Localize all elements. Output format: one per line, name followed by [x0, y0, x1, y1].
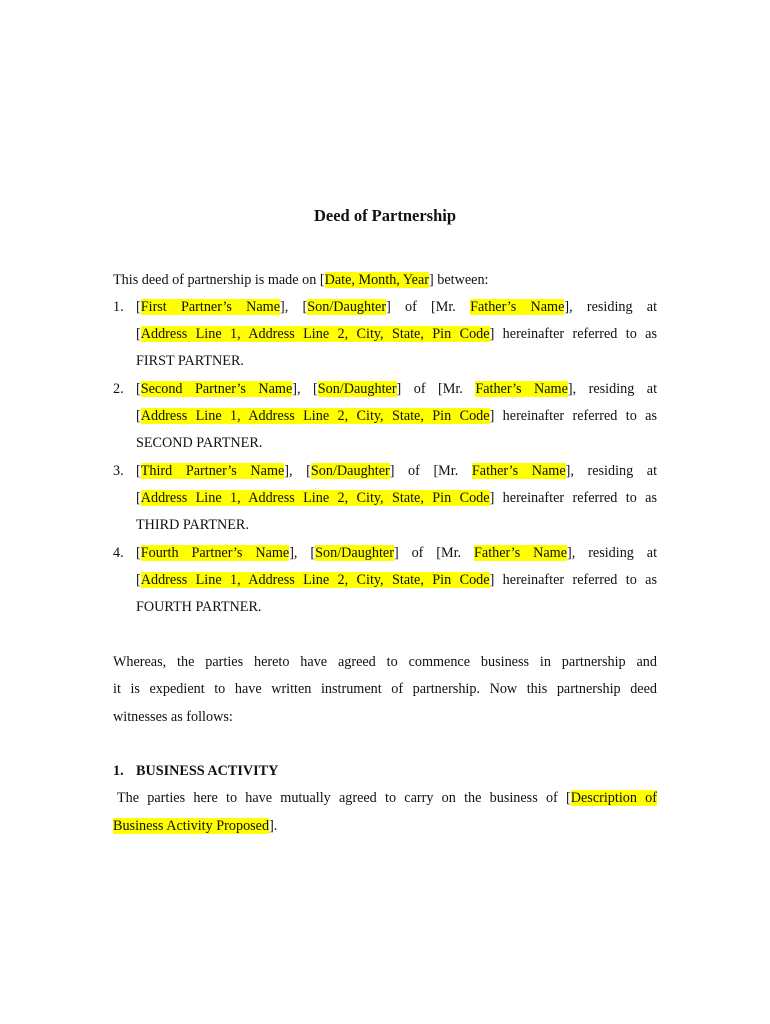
whereas-line-1: Whereas, the parties hereto have agreed to commence business in partnership and — [113, 654, 657, 670]
partner-name-placeholder: Fourth Partner’s Name — [140, 545, 290, 561]
relation-placeholder: Son/Daughter — [310, 463, 390, 479]
date-placeholder: Date, Month, Year — [324, 272, 430, 288]
father-name-placeholder: Father’s Name — [470, 299, 565, 315]
section-number: 1. — [113, 763, 124, 779]
partner-address-line: [Address Line 1, Address Line 2, City, State, Pin Code] hereinafter referred to as — [136, 572, 658, 588]
partner-name-line: [Third Partner’s Name], [Son/Daughter] of [Mr. Father’s Name], residing at — [136, 463, 658, 479]
partner-referred-as: FOURTH PARTNER. — [136, 599, 262, 615]
partner-number: 1. — [113, 299, 124, 315]
relation-placeholder: Son/Daughter — [307, 299, 387, 315]
address-placeholder: Address Line 1, Address Line 2, City, State, Pin Code — [140, 490, 490, 506]
document-title: Deed of Partnership — [313, 206, 457, 225]
address-placeholder: Address Line 1, Address Line 2, City, State, Pin Code — [140, 326, 490, 342]
partner-name-placeholder: Third Partner’s Name — [140, 463, 285, 479]
whereas-line-2: it is expedient to have written instrument of partnership. Now this partnership deed — [113, 681, 657, 697]
section-body-line-2: Business Activity Proposed]. — [113, 818, 278, 834]
business-description-placeholder: Description of — [570, 790, 657, 806]
whereas-line-3: witnesses as follows: — [113, 709, 233, 725]
partner-name-line: [First Partner’s Name], [Son/Daughter] of [Mr. Father’s Name], residing at — [136, 299, 658, 315]
father-name-placeholder: Father’s Name — [474, 545, 568, 561]
partner-referred-as: SECOND PARTNER. — [136, 435, 263, 451]
intro-line — [113, 270, 489, 290]
address-placeholder: Address Line 1, Address Line 2, City, State, Pin Code — [140, 408, 490, 424]
intro-post: ] between: — [429, 272, 489, 288]
partner-name-placeholder: Second Partner’s Name — [140, 381, 293, 397]
business-description-placeholder-cont: Business Activity Proposed — [113, 818, 270, 834]
father-name-placeholder: Father’s Name — [475, 381, 568, 397]
partner-name-line: [Fourth Partner’s Name], [Son/Daughter] of [Mr. Father’s Name], residing at — [136, 545, 658, 561]
partner-name-line: [Second Partner’s Name], [Son/Daughter] of [Mr. Father’s Name], residing at — [136, 381, 658, 397]
partner-number: 3. — [113, 463, 124, 479]
partner-address-line: [Address Line 1, Address Line 2, City, State, Pin Code] hereinafter referred to as — [136, 490, 658, 506]
partner-address-line: [Address Line 1, Address Line 2, City, State, Pin Code] hereinafter referred to as — [136, 408, 658, 424]
father-name-placeholder: Father’s Name — [471, 463, 566, 479]
section-heading: BUSINESS ACTIVITY — [136, 763, 279, 779]
partner-address-line: [Address Line 1, Address Line 2, City, State, Pin Code] hereinafter referred to as — [136, 326, 658, 342]
relation-placeholder: Son/Daughter — [315, 545, 394, 561]
partner-name-placeholder: First Partner’s Name — [140, 299, 281, 315]
partner-number: 2. — [113, 381, 124, 397]
partner-number: 4. — [113, 545, 124, 561]
partner-referred-as: FIRST PARTNER. — [136, 353, 244, 369]
partner-referred-as: THIRD PARTNER. — [136, 517, 249, 533]
section-body-line-1: The parties here to have mutually agreed to carry on the business of [Description of — [117, 790, 657, 806]
intro-pre: This deed of partnership is made on [ — [113, 272, 325, 288]
relation-placeholder: Son/Daughter — [317, 381, 397, 397]
address-placeholder: Address Line 1, Address Line 2, City, State, Pin Code — [140, 572, 490, 588]
